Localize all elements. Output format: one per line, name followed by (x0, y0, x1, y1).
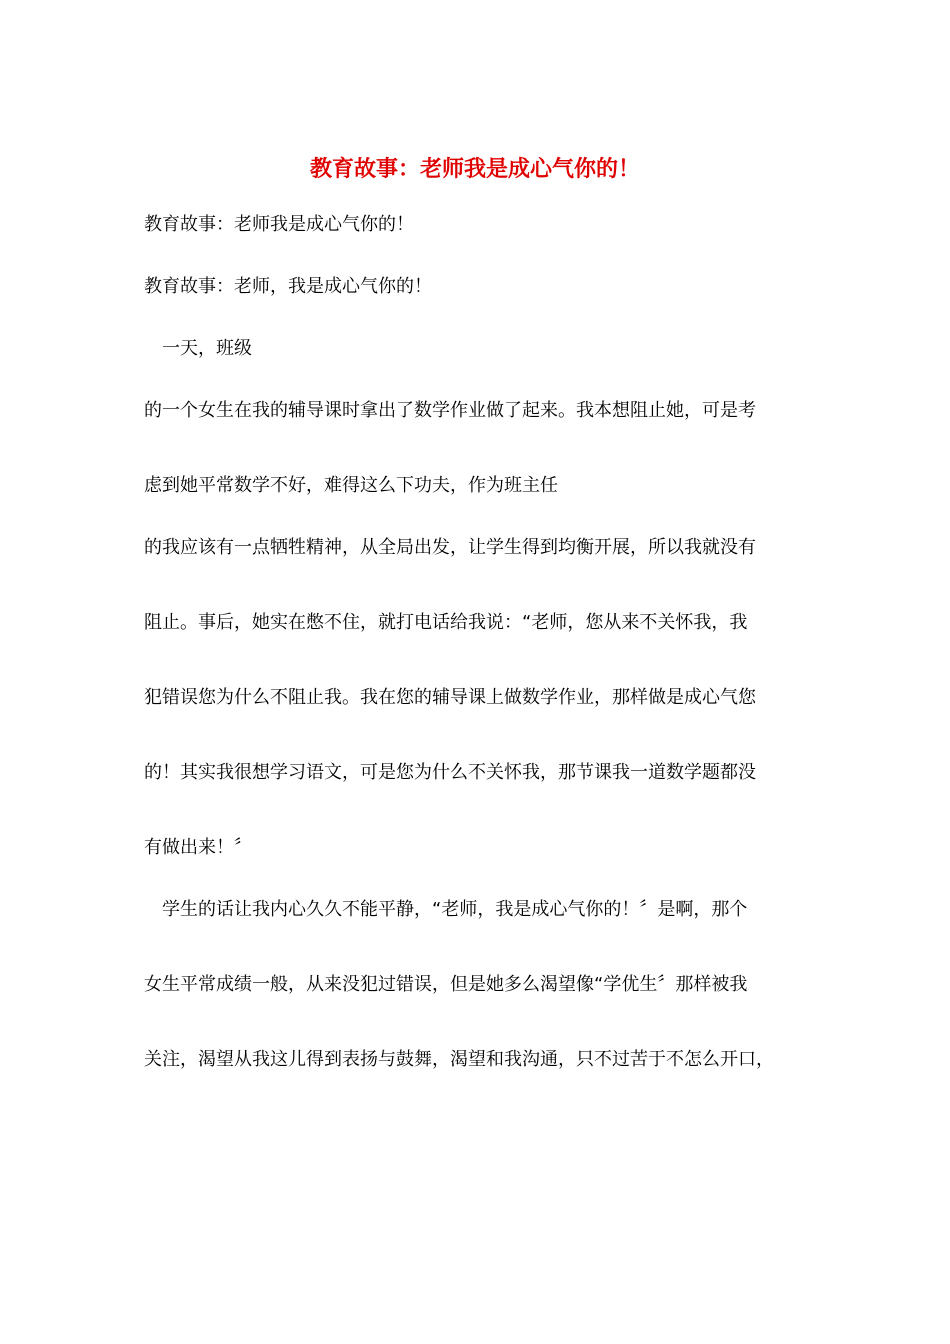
paragraph-line: 犯错误您为什么不阻止我。我在您的辅导课上做数学作业，那样做是成心气您 (144, 687, 756, 708)
paragraph-line: 一天，班级 (162, 338, 252, 359)
document-title: 教育故事：老师我是成心气你的！ (309, 156, 640, 182)
paragraph-line: 的我应该有一点牺牲精神，从全局出发，让学生得到均衡开展，所以我就没有 (144, 537, 756, 558)
paragraph-line: 教育故事：老师我是成心气你的！ (144, 214, 414, 235)
paragraph-line: 女生平常成绩一般，从来没犯过错误，但是她多么渴望像“学优生〞那样被我 (144, 974, 748, 995)
paragraph-line: 教育故事：老师，我是成心气你的！ (144, 276, 432, 297)
paragraph-line: 阻止。事后，她实在憋不住，就打电话给我说：“老师，您从来不关怀我，我 (144, 612, 748, 633)
paragraph-line: 的一个女生在我的辅导课时拿出了数学作业做了起来。我本想阻止她，可是考 (144, 400, 756, 421)
paragraph-line: 关注，渴望从我这儿得到表扬与鼓舞，渴望和我沟通，只不过苦于不怎么开口， (144, 1049, 774, 1070)
paragraph-line: 有做出来！〞 (144, 837, 252, 858)
paragraph-line: 的！其实我很想学习语文，可是您为什么不关怀我，那节课我一道数学题都没 (144, 762, 756, 783)
paragraph-line: 虑到她平常数学不好，难得这么下功夫，作为班主任 (144, 475, 558, 496)
paragraph-line: 学生的话让我内心久久不能平静，“老师，我是成心气你的！〞是啊，那个 (162, 899, 748, 920)
